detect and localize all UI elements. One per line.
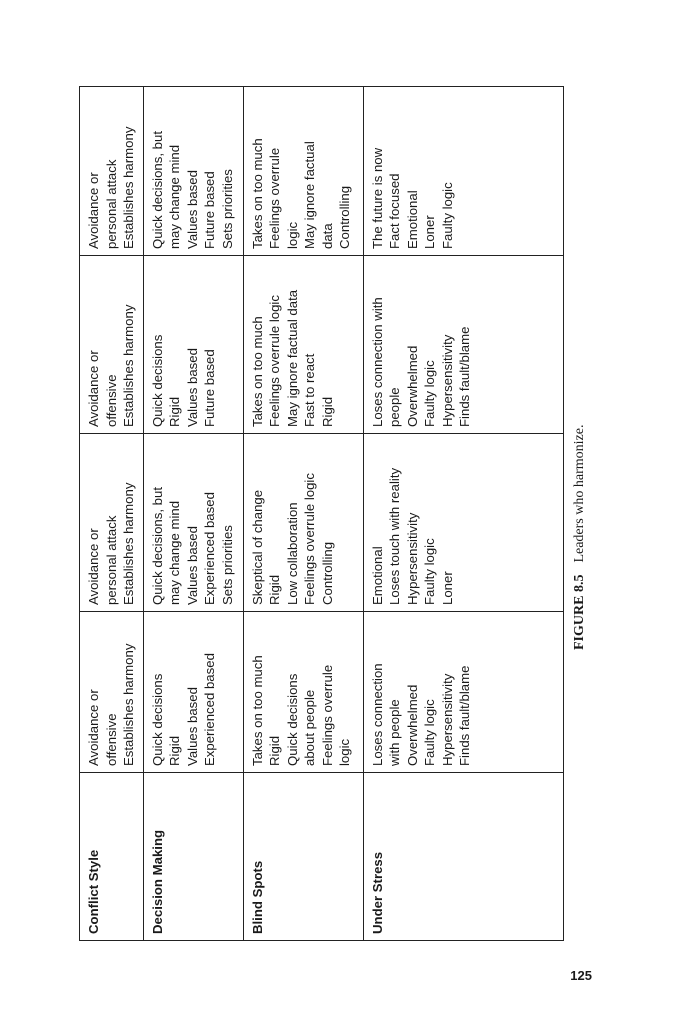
cell-line: about people: [302, 689, 317, 766]
table-row: [363, 87, 563, 941]
cell-line: Future based: [202, 171, 217, 249]
cell-line: Rigid: [167, 735, 182, 766]
cell-line: Quick decisions: [149, 673, 165, 766]
table-cell: [143, 87, 243, 256]
cell-line: Quick decisions: [149, 334, 165, 427]
cell-line: Controlling: [319, 541, 335, 605]
cell-line: Finds fault/blame: [457, 326, 472, 427]
cell-line: Hypersensitivity: [404, 512, 420, 605]
table-cell: [80, 256, 144, 434]
cell-line: Loner: [439, 571, 455, 605]
cell-line: offensive: [103, 374, 119, 427]
table-cell: [143, 612, 243, 773]
cell-line: Rigid: [167, 396, 182, 427]
cell-line: Controlling: [337, 185, 352, 249]
cell-line: Values based: [184, 687, 200, 766]
leaders-table: [79, 86, 564, 941]
cell-line: Hypersensitivity: [439, 673, 455, 766]
table-cell: [243, 87, 363, 256]
row-header: Blind Spots: [243, 773, 363, 941]
cell-line: Feelings overrule logic: [267, 295, 282, 427]
cell-line: Avoidance or: [86, 528, 101, 605]
cell-line: Low collaboration: [284, 502, 300, 605]
cell-line: Overwhelmed: [404, 345, 420, 427]
table-body: [80, 87, 564, 941]
cell-line: Faulty logic: [422, 538, 437, 605]
cell-line: Overwhelmed: [404, 684, 420, 766]
cell-line: Takes on too much: [249, 316, 265, 427]
cell-line: Experienced based: [202, 653, 217, 766]
table-cell: [363, 434, 563, 612]
cell-line: Loner: [422, 215, 437, 249]
table-cell: [363, 256, 563, 434]
cell-line: Fact focused: [387, 173, 402, 249]
table-cell: [80, 434, 144, 612]
cell-line: Future based: [202, 349, 217, 427]
cell-line: personal attack: [103, 159, 119, 249]
figure-caption-text: Leaders who harmonize.: [572, 424, 587, 563]
cell-line: with people: [387, 699, 402, 766]
row-header: Under Stress: [363, 773, 563, 941]
table-cell: [243, 612, 363, 773]
cell-line: Establishes harmony: [121, 482, 136, 605]
cell-line: Avoidance or: [86, 172, 101, 249]
cell-line: Sets priorities: [219, 525, 235, 605]
cell-line: Establishes harmony: [121, 643, 136, 766]
cell-line: Faulty logic: [439, 182, 455, 249]
cell-line: Quick decisions, but: [149, 130, 165, 249]
table-row: [143, 87, 243, 941]
cell-line: people: [387, 387, 402, 427]
cell-line: Quick decisions: [284, 673, 300, 766]
cell-line: Rigid: [267, 574, 282, 605]
cell-line: Establishes harmony: [121, 126, 136, 249]
cell-line: Loses connection: [369, 663, 385, 766]
cell-line: Avoidance or: [86, 350, 101, 427]
cell-line: Quick decisions, but: [149, 486, 165, 605]
page-number: 125: [570, 968, 592, 983]
table-cell: [80, 87, 144, 256]
rotated-table-container: [79, 87, 555, 941]
figure-caption: [565, 380, 595, 650]
row-header: Conflict Style: [80, 773, 144, 941]
cell-line: Experienced based: [202, 492, 217, 605]
cell-line: Rigid: [267, 735, 282, 766]
table-cell: [143, 434, 243, 612]
table-cell: [243, 256, 363, 434]
cell-line: Loses connection with: [369, 297, 385, 427]
cell-line: Values based: [184, 526, 200, 605]
cell-line: Rigid: [319, 396, 335, 427]
cell-line: offensive: [103, 713, 119, 766]
figure-caption-container: [565, 380, 595, 650]
table-cell: [363, 612, 563, 773]
cell-line: Skeptical of change: [249, 489, 265, 605]
rotated-table: [79, 87, 555, 941]
table-row: [80, 87, 144, 941]
cell-line: Loses touch with reality: [387, 467, 402, 605]
cell-line: Finds fault/blame: [457, 665, 472, 766]
cell-line: Establishes harmony: [121, 304, 136, 427]
cell-line: Feelings overrule logic: [302, 473, 317, 605]
cell-line: Takes on too much: [249, 655, 265, 766]
cell-line: Takes on too much: [249, 138, 265, 249]
figure-label: FIGURE 8.5: [572, 574, 587, 650]
table-cell: [80, 612, 144, 773]
table-cell: [143, 256, 243, 434]
cell-line: logic: [337, 738, 352, 766]
cell-line: Avoidance or: [86, 689, 101, 766]
table-row: [243, 87, 363, 941]
cell-line: data: [319, 223, 335, 249]
cell-line: Values based: [184, 348, 200, 427]
cell-line: May ignore factual data: [284, 289, 300, 427]
cell-line: Hypersensitivity: [439, 334, 455, 427]
cell-line: Sets priorities: [219, 169, 235, 249]
cell-line: logic: [284, 221, 300, 249]
table-cell: [243, 434, 363, 612]
cell-line: May ignore factual: [302, 141, 317, 249]
table-cell: [363, 87, 563, 256]
row-header: Decision Making: [143, 773, 243, 941]
cell-line: Emotional: [404, 190, 420, 249]
cell-line: Feelings overrule: [319, 664, 335, 766]
cell-line: Fast to react: [302, 353, 317, 427]
cell-line: personal attack: [103, 515, 119, 605]
cell-line: Faulty logic: [422, 699, 437, 766]
cell-line: Emotional: [369, 546, 385, 605]
cell-line: may change mind: [167, 500, 182, 605]
cell-line: Values based: [184, 170, 200, 249]
cell-line: The future is now: [369, 147, 385, 249]
cell-line: Faulty logic: [422, 360, 437, 427]
cell-line: Feelings overrule: [267, 147, 282, 249]
cell-line: may change mind: [167, 144, 182, 249]
